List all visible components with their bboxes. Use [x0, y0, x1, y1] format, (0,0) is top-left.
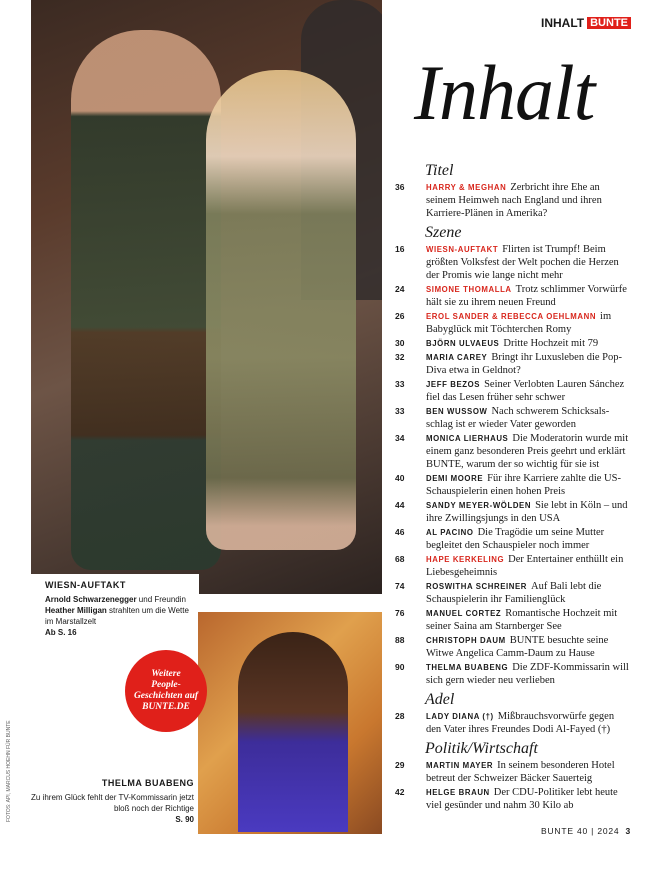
entry-name: WIESN-AUFTAKT: [426, 245, 499, 254]
toc-entry[interactable]: [395, 378, 631, 404]
entry-page-number: 46: [395, 527, 405, 537]
entry-name: MARTIN MAYER: [426, 761, 494, 770]
entry-name: BJÖRN ULVAEUS: [426, 339, 500, 348]
section-heading: Titel: [425, 162, 454, 179]
brand-logo: BUNTE: [587, 17, 631, 29]
entry-body: [426, 710, 631, 736]
entry-body: [426, 310, 631, 336]
page-footer: [541, 826, 631, 836]
entry-body: [426, 472, 631, 498]
entry-page-number: 33: [395, 379, 405, 389]
entry-name: JEFF BEZOS: [426, 380, 481, 389]
entry-text: Dritte Hochzeit mit 79: [503, 338, 599, 349]
cover-photo: [31, 0, 382, 594]
entry-text: Der CDU-Politiker lebt heute viel gesünder und nahm 30 Kilo ab: [426, 787, 618, 811]
caption-ref: Ab S. 16: [45, 628, 77, 637]
entry-name: MONICA LIERHAUS: [426, 434, 509, 443]
page-number: 3: [625, 826, 631, 836]
entry-body: [426, 243, 631, 282]
entry-page-number: 42: [395, 787, 405, 797]
entry-body: [426, 526, 631, 552]
toc-entry[interactable]: [395, 499, 631, 525]
entry-page-number: 68: [395, 554, 405, 564]
bunte-de-badge[interactable]: Weitere People- Geschichten auf BUNTE.DE: [125, 650, 207, 732]
table-of-contents: [395, 158, 631, 813]
toc-entry[interactable]: [395, 634, 631, 660]
entry-text: Seiner Verlobten Lauren Sánchez fiel das Lesen früher sehr schwer: [426, 379, 625, 403]
entry-name: MARIA CAREY: [426, 353, 488, 362]
secondary-photo-caption: [31, 778, 194, 825]
entry-page-number: 36: [395, 182, 405, 192]
toc-entry[interactable]: [395, 661, 631, 687]
entry-body: [426, 759, 631, 785]
toc-entry[interactable]: [395, 283, 631, 309]
toc-entry[interactable]: [395, 310, 631, 336]
entry-name: AL PACINO: [426, 528, 474, 537]
entry-page-number: 74: [395, 581, 405, 591]
entry-name: HELGE BRAUN: [426, 788, 490, 797]
entry-body: [426, 432, 631, 471]
entry-page-number: 40: [395, 473, 405, 483]
entry-page-number: 32: [395, 352, 405, 362]
entry-name: SIMONE THOMALLA: [426, 285, 512, 294]
entry-text: Für ihre Karriere zahlte die US-Schauspielerin einen hohen Preis: [426, 473, 621, 497]
entry-page-number: 90: [395, 662, 405, 672]
entry-page-number: 34: [395, 433, 405, 443]
entry-text: Die Moderatorin wurde mit einem ganz besonderen Preis geehrt und erklärt BUNTE, warum der so wichtig für sie ist: [426, 433, 629, 470]
entry-name: CHRISTOPH DAUM: [426, 636, 506, 645]
toc-entry[interactable]: [395, 607, 631, 633]
section-heading: Politik/Wirtschaft: [425, 740, 538, 757]
entry-body: [426, 337, 598, 350]
toc-entry[interactable]: [395, 580, 631, 606]
person-portrait: [238, 632, 348, 832]
entry-body: [426, 405, 631, 431]
toc-entry[interactable]: [395, 553, 631, 579]
entry-text: BUNTE besuchte seine Witwe Angelica Camm-Daum zu Hause: [426, 635, 609, 659]
toc-entry[interactable]: [395, 405, 631, 431]
secondary-photo: [198, 612, 382, 834]
entry-text: Nach schwerem Schicksals-schlag ist er wieder Vater geworden: [426, 406, 610, 430]
toc-entry[interactable]: [395, 337, 631, 350]
entry-page-number: 16: [395, 244, 405, 254]
toc-entry[interactable]: [395, 759, 631, 785]
page-header: [541, 16, 631, 30]
entry-name: MANUEL CORTEZ: [426, 609, 502, 618]
entry-text: Romantische Hochzeit mit seiner Saina am Starnberger See: [426, 608, 618, 632]
entry-name: THELMA BUABENG: [426, 663, 509, 672]
toc-entry[interactable]: [395, 472, 631, 498]
entry-text: Der Entertainer enthüllt ein Liebesgeheimnis: [426, 554, 624, 578]
entry-page-number: 28: [395, 711, 405, 721]
entry-page-number: 33: [395, 406, 405, 416]
caption-text: Arnold Schwarzenegger und Freundin Heather Milligan strahlten um die Wette im Marstallzelt: [45, 595, 189, 626]
person-right: [206, 70, 356, 550]
entry-text: In seinem besonderen Hotel betreut der Schweizer Bäcker Sauerteig: [426, 760, 615, 784]
entry-page-number: 44: [395, 500, 405, 510]
section-heading: Adel: [425, 691, 455, 708]
toc-entry[interactable]: [395, 181, 631, 220]
entry-text: Auf Bali lebt die Schauspielerin ihr Familienglück: [426, 581, 602, 605]
toc-entry[interactable]: [395, 351, 631, 377]
entry-name: SANDY MEYER-WÖLDEN: [426, 501, 532, 510]
entry-text: Bringt ihr Luxusleben die Pop-Diva etwa in Geldnot?: [426, 352, 622, 376]
entry-text: Zerbricht ihre Ehe an seinem Heimweh nach England und ihren Karriere-Plänen in Amerika?: [426, 182, 602, 219]
entry-text: Die ZDF-Kommissarin will sich gern wieder neu verlieben: [426, 662, 629, 686]
entry-name: LADY DIANA (†): [426, 712, 494, 721]
entry-page-number: 76: [395, 608, 405, 618]
photo-credit: FOTOS: API, MARCUS HOEHN FÜR BUNTE: [6, 720, 12, 822]
toc-entry[interactable]: [395, 710, 631, 736]
issue-label: BUNTE 40 | 2024: [541, 826, 620, 836]
entry-page-number: 24: [395, 284, 405, 294]
entry-text: Die Tragödie um seine Mutter begleitet den Schauspieler noch immer: [426, 527, 605, 551]
side-caption-ref: S. 90: [175, 815, 194, 824]
toc-entry[interactable]: [395, 526, 631, 552]
entry-name: EROL SANDER & REBECCA OEHLMANN: [426, 312, 597, 321]
entry-page-number: 29: [395, 760, 405, 770]
entry-page-number: 30: [395, 338, 405, 348]
entry-body: [426, 786, 631, 812]
entry-body: [426, 181, 631, 220]
toc-entry[interactable]: [395, 786, 631, 812]
entry-name: DEMI MOORE: [426, 474, 484, 483]
entry-page-number: 88: [395, 635, 405, 645]
section-heading: Szene: [425, 224, 462, 241]
side-caption-title: THELMA BUABENG: [101, 778, 194, 788]
entry-name: HAPE KERKELING: [426, 555, 505, 564]
toc-entry[interactable]: [395, 243, 631, 282]
page-title: Inhalt: [414, 49, 595, 136]
side-caption-text: Zu ihrem Glück fehlt der TV-Kommissarin jetzt bloß noch der Richtige: [31, 793, 195, 813]
entry-text: Sie lebt in Köln – und ihre Zwillingsjungs in den USA: [426, 500, 628, 524]
entry-text: Flirten ist Trumpf! Beim größten Volksfest der Welt pochen die Herzen der Promis wie lange nicht mehr: [426, 244, 619, 281]
entry-body: [426, 283, 631, 309]
entry-body: [426, 351, 631, 377]
entry-body: [426, 499, 631, 525]
entry-text: im Babyglück mit Töchterchen Romy: [426, 311, 612, 335]
toc-entry[interactable]: [395, 432, 631, 471]
entry-body: [426, 378, 631, 404]
header-label: INHALT: [541, 16, 585, 30]
caption-title: WIESN-AUFTAKT: [45, 580, 126, 590]
person-left: [71, 30, 221, 570]
entry-name: ROSWITHA SCHREINER: [426, 582, 528, 591]
entry-body: [426, 661, 631, 687]
entry-text: Mißbrauchsvorwürfe gegen den Vater ihres Freundes Dodi Al-Fayed (†): [426, 711, 615, 735]
entry-name: BEN WUSSOW: [426, 407, 488, 416]
entry-body: [426, 553, 631, 579]
entry-body: [426, 580, 631, 606]
entry-name: HARRY & MEGHAN: [426, 183, 507, 192]
entry-body: [426, 634, 631, 660]
entry-body: [426, 607, 631, 633]
entry-page-number: 26: [395, 311, 405, 321]
entry-text: Trotz schlimmer Vorwürfe hält sie zu ihrem neuen Freund: [426, 284, 627, 308]
